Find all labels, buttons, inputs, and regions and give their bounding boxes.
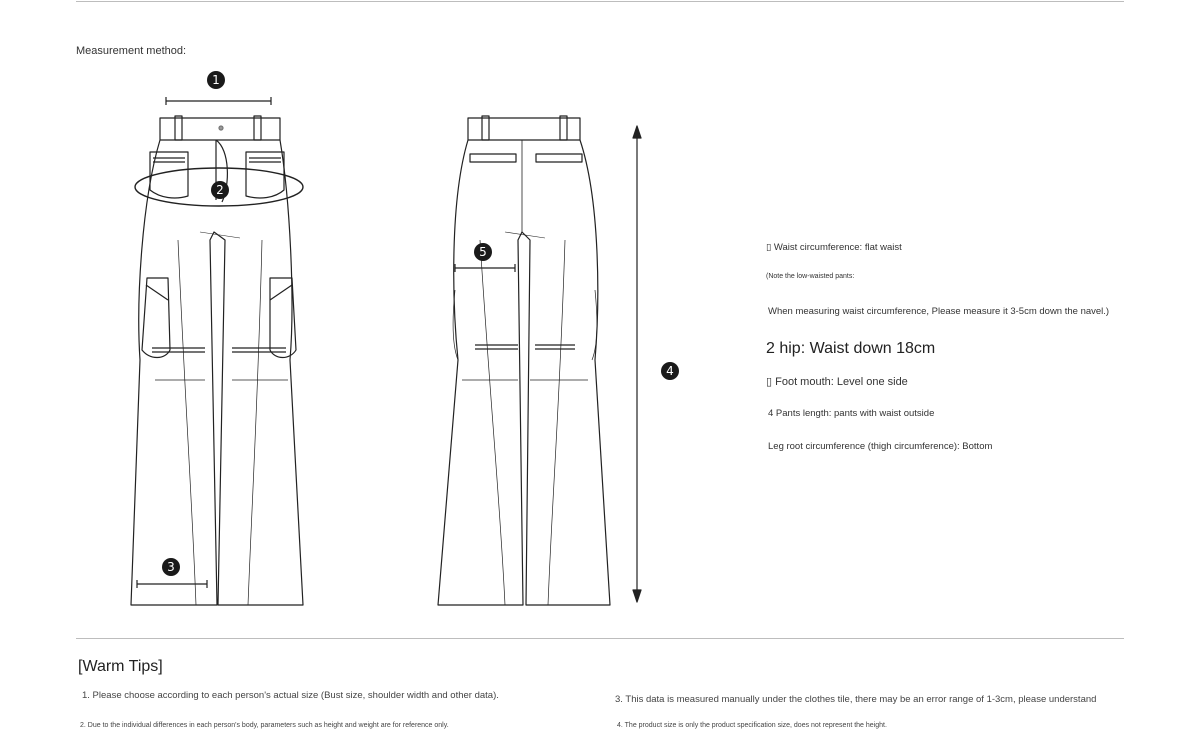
svg-text:2: 2	[216, 183, 224, 197]
back-waistband	[468, 118, 580, 140]
marker-5	[474, 243, 492, 261]
back-outline	[438, 140, 610, 605]
front-button	[219, 126, 223, 130]
note-pants-length: 4 Pants length: pants with waist outside	[768, 408, 935, 419]
top-divider	[76, 1, 1124, 2]
front-knee-seam	[152, 348, 286, 352]
warm-tip-2: 2. Due to the individual differences in each person's body, parameters such as height and weight are for reference only.	[80, 722, 449, 729]
note-waist-method: When measuring waist circumference, Please measure it 3-5cm down the navel.)	[768, 306, 1110, 317]
back-belt-loop-left	[482, 116, 489, 140]
length-measure-arrow	[633, 126, 641, 602]
marker-4	[661, 362, 679, 380]
back-knee-seam	[475, 345, 575, 349]
warm-tip-3: 3. This data is measured manually under the clothes tile, there may be an error range of 1-3cm, please understand	[615, 694, 1097, 705]
marker-2	[211, 181, 229, 199]
note-foot-mouth: ▯ Foot mouth: Level one side	[766, 376, 908, 388]
note-thigh: Leg root circumference (thigh circumference): Bottom	[768, 441, 993, 452]
back-belt-loop-right	[560, 116, 567, 140]
svg-text:1: 1	[212, 73, 220, 87]
pants-front-view	[131, 97, 303, 605]
back-pocket-right	[536, 154, 582, 162]
front-cargo-pocket-left	[142, 278, 170, 358]
front-pocket-right	[246, 152, 284, 198]
warm-tip-4: 4. The product size is only the product specification size, does not represent the height.	[617, 722, 887, 729]
svg-text:5: 5	[479, 245, 487, 259]
warm-tip-1: 1. Please choose according to each person's actual size (Bust size, shoulder width and other data).	[82, 690, 499, 701]
pants-measurement-diagram	[0, 60, 720, 620]
pants-back-view	[438, 116, 610, 605]
section-divider	[76, 638, 1124, 639]
svg-text:4: 4	[666, 364, 674, 378]
svg-text:3: 3	[167, 560, 175, 574]
warm-tips-title: [Warm Tips]	[78, 658, 163, 675]
marker-1	[207, 71, 225, 89]
front-belt-loop-left	[175, 116, 182, 140]
front-belt-loop-right	[254, 116, 261, 140]
back-pocket-left	[470, 154, 516, 162]
note-low-waist: (Note the low-waisted pants:	[766, 273, 855, 280]
marker-3	[162, 558, 180, 576]
measurement-heading: Measurement method:	[76, 45, 187, 57]
note-waist: ▯ Waist circumference: flat waist	[766, 242, 902, 253]
note-hip: 2 hip: Waist down 18cm	[766, 340, 936, 357]
front-outline	[131, 140, 303, 605]
